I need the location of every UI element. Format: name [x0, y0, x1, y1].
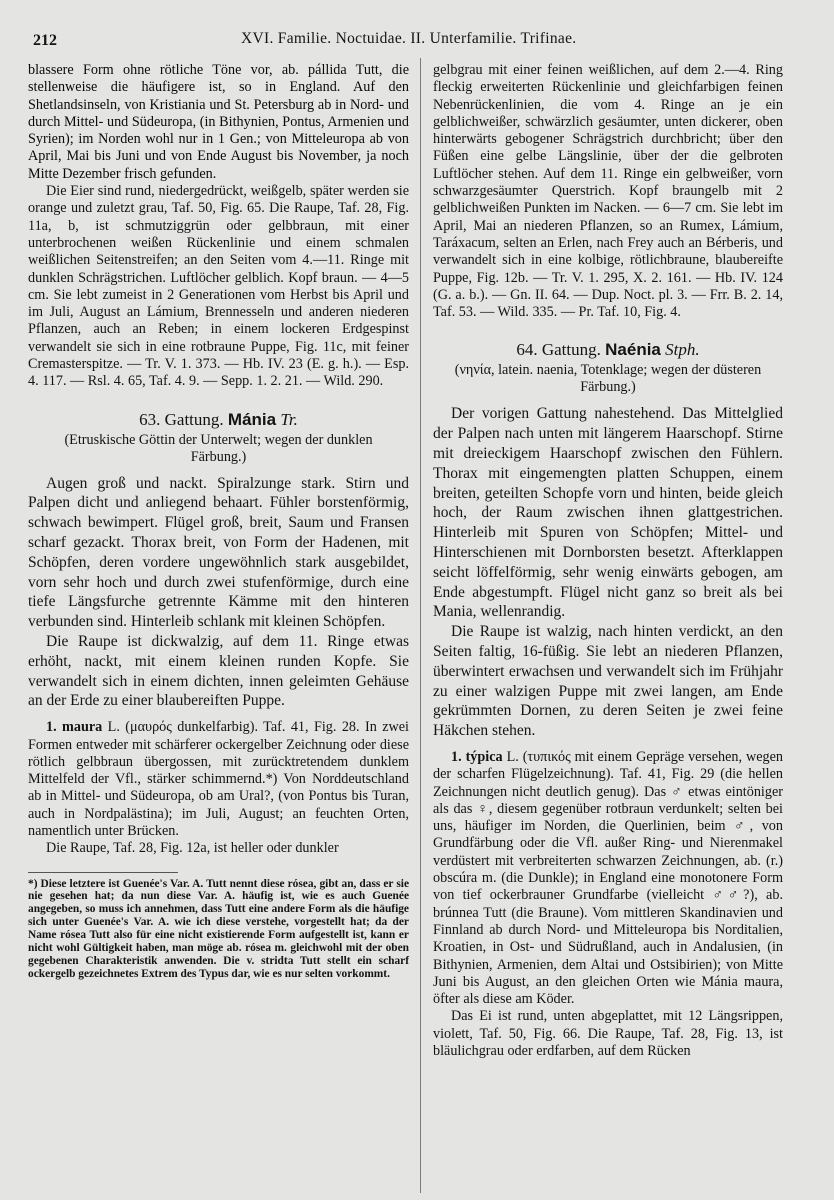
right-column	[433, 62, 783, 1060]
page-number: 212	[33, 32, 57, 49]
paragraph: Das Ei ist rund, unten abgeplattet, mit 12 Längsrippen, violett, Taf. 50, Fig. 66. Die Raupe, Taf. 28, Fig. 13, ist bläulichgrau oder erdfarben, auf dem Rücken	[433, 1008, 783, 1060]
genus-author: Tr.	[280, 409, 298, 429]
running-title: XVI. Familie. Noctuidae. II. Unterfamilie. Trifinae.	[241, 30, 577, 47]
genus-number: 63. Gattung.	[139, 409, 224, 429]
paragraph: Die Eier sind rund, niedergedrückt, weißgelb, später werden sie orange und zuletzt grau, Taf. 50, Fig. 65. Die Raupe, Taf. 28, Fig. 11a, b, ist schmutziggrün oder gelbbraun, mit einer unterbrochenen weißen Rückenlinie und einem schmalen weißlichen Seitenstreifen; an den Seiten vom 4.—11. Ringe mit dunklen Schrägstrichen. Luftlöcher gelblich. Kopf braun. — 4—5 cm. Sie lebt zumeist in 2 Generationen vom Herbst bis April und im Juli, August an Lámium, Brennesseln und anderen niederen Pflanzen, auch an Reben; in einem lockeren Erdgespinst verwandelt sie sich in eine rotbraune Puppe, Fig. 11c, mit feiner Cremasterspitze. — Tr. V. 1. 373. — Hb. IV. 23 (E. g. h.). — Esp. 4. 117. — Rsl. 4. 65, Taf. 4. 9. — Sepp. 1. 2. 21. — Wild. 290.	[28, 183, 409, 390]
species-text: L. (μαυρός dunkelfarbig). Taf. 41, Fig. 28. In zwei Formen entweder mit schärferer ockergelber Zeichnung oder diese rötlich gelbbraun übergossen, mit zurücktretendem dunklem Mittelfeld der Vfl., stärker schimmernd.*) Von Norddeutschland ab in Mittel- und Südeuropa, ob am Ural?, (von Pontus bis Turan, auch in Nordpalästina); im Juli, August; an feuchten Orten, namentlich unter Brücken.	[28, 719, 409, 839]
left-column	[28, 62, 409, 981]
genus-heading-64	[433, 340, 783, 360]
page-header	[0, 22, 834, 48]
footnote: *) Diese letztere ist Guenée's Var. A. Tutt nennt diese rósea, gibt an, dass er sie nie gesehen hat; da nun diese Var. A. häufig ist, wie es auch Guenée angegeben, so muss ich annehmen, dass Tutt eine andere Form als die häufige sich unter Guenée's Var. A. wie ich diese verstehe, vorgestellt hat; da der Name rósea Tutt also für eine nicht existierende Form aufgestellt ist, kann er nicht wohl Gültigkeit haben, man möge ab. rósea m. gleichwohl mit der oben gegebenen Charakteristik anwenden. Die v. stridta Tutt stellt ein scharf ockergelb gezeichnetes Extrem des Typus dar, wie es nur selten vorkommt.	[28, 877, 409, 980]
genus-name: Naénia	[605, 340, 661, 360]
species-text: L. (τυπικός mit einem Gepräge versehen, wegen der scharfen Flügelzeichnung). Taf. 41, Fig. 29 (die hellen Zeichnungen nicht deutlich genug). Das ♂ etwas eintöniger als das ♀, diesem gegenüber rotbraun verdunkelt; selten bei uns, häufiger im Norden, die Querlinien, beim ♂, von Grundfärbung oder die Vfl. außer Ring- und Nierenmakel verdüstert mit verbreiterten schwarzen Zeichnungen, ab. (r.) obscúra m. (die Dunkle); in England eine monotonere Form von tief ockerbrauner Grundfarbe (vielleicht ♂♂?), ab. brúnnea Tutt (die Braune). Vom mittleren Skandinavien und Finnland ab durch Nord- und Mitteleuropa bis Norditalien, Kroatien, in Ost- und Südrußland, auch in Andalusien, (in Bithynien, Armenien, dem Altai und Ostsibirien); von Mitte Juni bis August, an den gleichen Orten wie Mánia maura, öfter als diese am Köder.	[433, 749, 783, 1008]
species-entry	[433, 749, 783, 1008]
footnote-rule	[28, 872, 178, 873]
genus-etymology: (Etruskische Göttin der Unterwelt; wegen der dunklen Färbung.)	[64, 431, 373, 465]
species-entry	[28, 719, 409, 840]
genus-description: Augen groß und nackt. Spiralzunge stark. Stirn und Palpen dicht und anliegend behaart. Fühler borstenförmig, schwach bewimpert. Flügel groß, breit, Saum und Fransen scharf gezackt. Thorax breit, von Form der Hadenen, mit Schöpfen, deren vordere ungewöhnlich stark ausgebildet, vorn sehr hoch und durch zwei stufenförmige, durch eine tiefe Längsfurche getrennte Kämme mit den hinteren verbunden sind. Hinterleib schlank mit kleinen Schöpfen.	[28, 474, 409, 631]
larva-description: Die Raupe ist dickwalzig, auf dem 11. Ringe etwas erhöht, nackt, mit einem kleinen runden Kopfe. Sie verwandelt sich in einem dichten, innen geleimten Gehäuse an der Erde zu einer blaubereiften Puppe.	[28, 633, 409, 710]
species-name: 1. týpica	[451, 749, 503, 765]
species-name: 1. maura	[46, 719, 103, 736]
paragraph: Die Raupe, Taf. 28, Fig. 12a, ist heller oder dunkler	[46, 840, 339, 857]
larva-description: Die Raupe ist walzig, nach hinten verdickt, an den Seiten faltig, 16-füßig. Sie lebt an niederen Pflanzen, überwintert erwachsen und verwandelt sich im Frühjahr zu einer walzigen Puppe mit zwei langen, am Ende gekrümmten Dornen, zu deren Seiten je zwei feine Häkchen stehen.	[433, 623, 783, 740]
paragraph: gelbgrau mit einer feinen weißlichen, auf dem 2.—4. Ring fleckig erweiterten Rückenlinie und gleichfarbigen feinen Nebenrückenlinien, die vom 4. Ringe an je ein gelblichweißer, schwärzlich gesäumter, unten dickerer, oben hinterwärts gebogener Schrägstrich durchbricht; über den Füßen eine gelbe Längslinie, über der die gelbroten Luftlöcher stehen. Auf dem 11. Ringe ein gelbweißer, vorn schwarzgesäumter Querstrich. Kopf braungelb mit 2 gelblichweißen Punkten im Nacken. — 6—7 cm. Sie lebt im April, Mai an niederen Pflanzen, so an Rumex, Lámium, Taráxacum, selten an Erlen, nach Frey auch an Bérberis, und verwandelt sich in eine kolbige, rötlichbraune, blaubereifte Puppe, Fig. 12b. — Tr. V. 1. 295, X. 2. 161. — Hb. IV. 124 (G. a. b.). — Gn. II. 64. — Dup. Noct. pl. 3. — Frr. B. 2. 14, Taf. 53. — Wild. 335. — Pr. Taf. 10, Fig. 4.	[433, 62, 783, 321]
genus-description: Der vorigen Gattung nahestehend. Das Mittelglied der Palpen nach unten mit längerem Haarschopf. Stirne mit dreieckigem Haarschopf zwischen den Fühlern. Thorax mit eingemengten platten Schuppen, einem breiten, geteilten Schopfe vorn und hinten, beide gleich hoch, der Raum zwischen ihnen glattgestrichen. Hinterleib mit Spuren von Schöpfen; Mittel- und Hinterschienen mit Dornborsten besetzt. Afterklappen seicht löffelförmig, sehr wenig einwärts gebogen, am Ende abgestumpft. Flügel nicht ganz so breit als bei Mania, wellenrandig.	[433, 405, 783, 621]
genus-etymology: (νηνία, latein. naenia, Totenklage; wegen der düsteren Färbung.)	[454, 362, 762, 396]
genus-author: Stph.	[665, 340, 700, 360]
genus-number: 64. Gattung.	[516, 340, 601, 360]
column-divider	[420, 58, 421, 1193]
genus-heading-63	[28, 410, 409, 430]
genus-name: Mánia	[227, 409, 277, 429]
paragraph: blassere Form ohne rötliche Töne vor, ab. pállida Tutt, die stellenweise die häufigere ist, so in England. Auf den Shetlandsinseln, von Kristiania und St. Petersburg ab in Nord- und durch Mittel- und Südeuropa, (in Bithynien, Pontus, Armenien und Syrien); im Norden wohl nur in 1 Gen.; von Mitteleuropa ab von April, Mai bis Juni und von Ende August bis November, ja noch Mitte Dezember frisch gefunden.	[28, 62, 409, 182]
